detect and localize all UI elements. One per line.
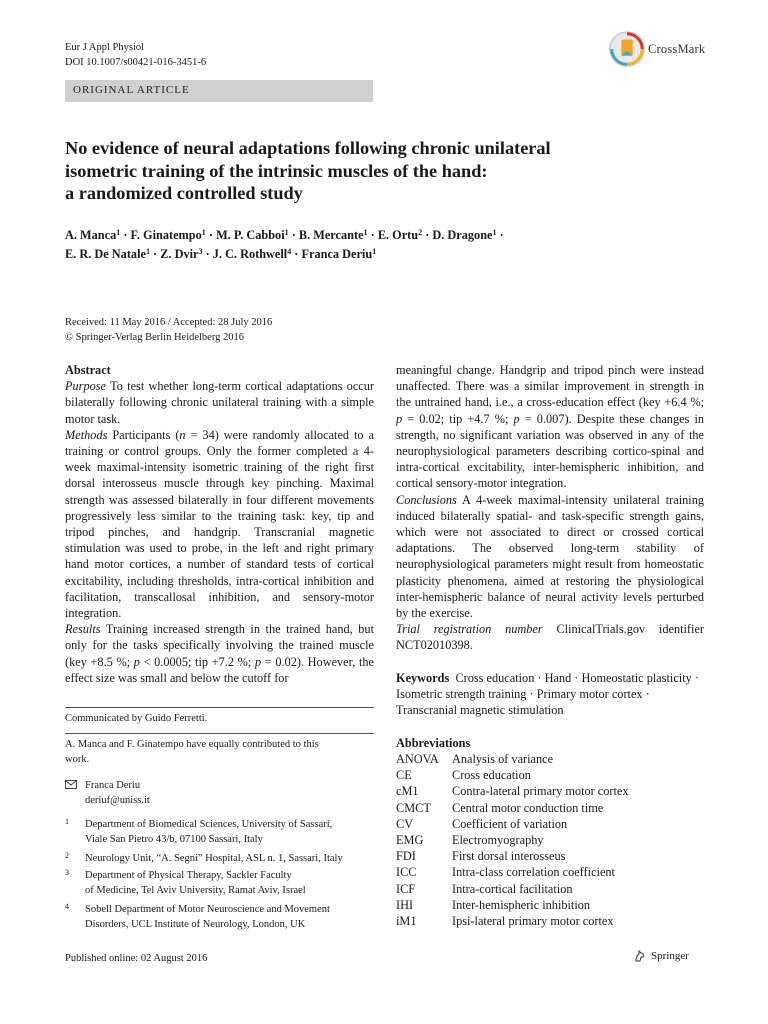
abbreviation-row [396,913,704,929]
abbreviation-key: CE [396,768,412,783]
keywords-text: Cross education · Hand · Homeostatic plasticity · Isometric strength training · Primary motor cortex · Transcranial magnetic stimulation [396,671,699,718]
affiliation-text: Disorders, UCL Institute of Neurology, London, UK [85,919,306,930]
author-list [65,226,705,264]
abbreviation-row [396,767,704,783]
results-p: p [396,411,403,426]
journal-name: Eur J Appl Physiol [65,42,145,53]
abbreviation-value: Cross education [452,768,531,783]
publisher-name: Springer [651,950,689,962]
journal-header [65,40,206,70]
affiliation-4 [65,902,365,932]
results-p: p [133,654,140,669]
abstract-results-continued [396,362,704,492]
affiliation-mark: 1 [116,228,121,237]
abbreviation-value: Inter-hemispheric inhibition [452,897,591,912]
author-name[interactable]: D. Dragone [432,228,493,242]
crossmark-badge[interactable] [608,30,705,68]
abbreviation-key: ANOVA [396,752,439,766]
results-text: = 0.02). However, the effect size was small and below the cutoff for [65,654,374,685]
author-line-1 [65,226,705,245]
abbreviation-value: First dorsal interosseus [452,849,566,864]
methods-text: Participants ( [112,427,180,442]
purpose-text: To test whether long-term cortical adaptations occur bilaterally following chronic unilateral training with a simple motor task. [65,379,374,426]
author-separator: · [294,247,299,261]
abbreviation-row [396,751,704,767]
results-p: p [513,411,520,426]
affiliation-text: of Medicine, Tel Aviv University, Ramat Aviv, Israel [85,885,306,896]
paper-title [65,137,705,205]
results-text: meaningful change. Handgrip and tripod pinch were instead unaffected. There was a similar improvement in strength in the untrained hand, i.e., a cross-education effect (key +6.4 %; [396,363,704,410]
abstract-left-column [65,362,374,686]
methods-text: = 34) were randomly allocated to a training or control groups. Only the former completed a 4-week maximal-intensity isometric training of the right first dorsal interosseus muscle through key pinching. Maximal strength was assessed bilaterally in four different movements progressively less similar to the training task: key, tip and tripod pinches, and handgrip. Transcranial magnetic stimulation was used to probe, in the left and right primary hand motor cortices, a number of standard tests of cortical excitability, including thresholds, intra-cortical inhibition and facilitation, transcallosal inhibition, and sensory-motor integration. [65,427,374,621]
title-line-1: No evidence of neural adaptations following chronic unilateral [65,138,551,158]
copyright: © Springer-Verlag Berlin Heidelberg 2016 [65,332,245,343]
abbreviation-row [396,816,704,832]
crossmark-icon [608,30,646,68]
results-text: = 0.007). Despite these changes in strength, no significant variation was observed in any of the neurophysiological parameters describing cortico-spinal and intra-cortical excitability, inter-hemispheric inhibition, and cortical sensory-motor integration. [396,411,705,491]
affiliation-1 [65,817,365,847]
envelope-icon [65,780,77,789]
footnote-divider [65,707,374,708]
results-p: p [254,654,262,669]
abbreviation-value: Electromyography [452,833,544,848]
author-separator: · [499,228,504,242]
author-separator: · [208,228,213,242]
affiliation-3 [65,868,365,898]
trial-text[interactable]: ClinicalTrials.gov identifier NCT02010398. [396,622,704,653]
springer-horse-icon [633,949,647,963]
abbreviation-key: CV [396,816,414,831]
title-line-2: isometric training of the intrinsic muscles of the hand: [65,160,488,181]
author-line-2 [65,245,705,264]
conclusions-label: Conclusions [396,492,457,507]
affiliation-number: 1 [65,817,69,826]
author-name[interactable]: E. R. De Natale [65,247,146,261]
abbreviations-block [396,735,704,929]
author-separator: · [291,228,296,242]
doi[interactable]: DOI 10.1007/s00421-016-3451-6 [65,57,207,68]
affiliation-number: 3 [65,868,69,877]
results-text: Training increased strength in the trained hand, but only for the tasks specifically involving the trained muscle (key +8.5 %; [65,622,374,669]
abstract-methods [65,427,374,621]
author-separator: · [425,228,430,242]
affiliation-mark: 1 [372,247,377,256]
author-name[interactable]: Z. Dvir [160,247,199,261]
affiliation-mark: 1 [201,228,206,237]
affiliation-text: Department of Biomedical Sciences, University of Sassari, [85,819,333,830]
keywords-block [396,670,704,719]
abbreviation-row [396,864,704,880]
abstract-purpose [65,378,374,427]
corresponding-author-name: Franca Deriu [85,780,141,791]
affiliation-text: Sobell Department of Motor Neuroscience and Movement [85,904,330,915]
author-separator: · [370,228,375,242]
affiliation-mark: 1 [284,228,289,237]
affiliation-mark: 4 [287,247,292,256]
abstract-results [65,621,374,686]
abbreviation-key: ICC [396,865,417,880]
author-name[interactable]: A. Manca [65,228,117,242]
abstract-heading: Abstract [65,363,111,377]
abbreviation-row [396,881,704,897]
affiliation-text: Neurology Unit, “A. Segni” Hospital, ASL n. 1, Sassari, Italy [85,853,343,864]
affiliation-2 [65,851,365,866]
abbreviation-key: ICF [396,881,416,896]
author-name[interactable]: Franca Deriu [301,247,373,261]
affiliation-mark: 2 [418,228,423,237]
author-name[interactable]: B. Mercante [298,228,364,242]
abbreviation-key: cM1 [396,784,419,799]
results-label: Results [65,622,101,637]
abbreviation-value: Central motor conduction time [452,800,604,815]
abbreviation-key: CMCT [396,800,431,815]
affiliation-mark: 1 [145,247,150,256]
purpose-label: Purpose [65,379,106,394]
abbreviation-value: Intra-cortical facilitation [452,881,573,896]
crossmark-label: CrossMark [648,41,706,56]
author-name[interactable]: J. C. Rothwell [212,247,288,261]
affiliation-number: 4 [65,902,69,911]
abbreviation-key: FDI [396,849,416,864]
footnote-divider [65,733,374,734]
affiliation-text: Viale San Pietro 43/b, 07100 Sassari, Italy [85,834,263,845]
received-accepted: Received: 11 May 2016 / Accepted: 28 July 2016 [65,317,273,328]
abbreviation-value: Intra-class correlation coefficient [452,865,615,880]
author-separator: · [205,247,210,261]
corresponding-author-email[interactable]: deriuf@uniss.it [85,795,150,806]
title-line-3: a randomized controlled study [65,183,303,203]
abstract-trial-registration [396,621,704,653]
affiliation-mark: 1 [363,228,368,237]
abbreviation-row [396,832,704,848]
keywords-label: Keywords [396,671,450,685]
abbreviation-value: Contra-lateral primary motor cortex [452,784,629,799]
correspondence-block [65,778,150,808]
conclusions-text: A 4-week maximal-intensity unilateral training induced bilaterally spatial- and task-specific strength gains, which were not associated to direct or crossed cortical adaptations. The observed long-term stability of neurophysiological parameters might result from homeostatic plasticity phenomena, aimed at restoring the physiological inter-hemispheric balance of neural activity levels perturbed by the exercise. [396,492,704,621]
author-name[interactable]: M. P. Cabboi [216,228,285,242]
dates-block [65,315,272,345]
affiliation-number: 2 [65,851,69,860]
affiliation-text: Department of Physical Therapy, Sackler Faculty [85,870,292,881]
abbreviation-value: Coefficient of variation [452,816,568,831]
abbreviation-value: Analysis of variance [452,752,554,766]
abstract-conclusions [396,492,704,622]
abbreviation-row [396,783,704,799]
abbreviation-row [396,800,704,816]
abbreviation-key: IHI [396,897,414,912]
abbreviation-row [396,848,704,864]
author-name[interactable]: F. Ginatempo [130,228,202,242]
author-name[interactable]: E. Ortu [377,228,419,242]
article-type-label: ORIGINAL ARTICLE [73,84,190,96]
publisher-logo [633,949,689,963]
abstract-right-column [396,362,704,654]
results-text: < 0.0005; tip +7.2 %; [139,654,255,669]
trial-label: Trial registration number [396,622,543,637]
article-type-banner [65,80,373,102]
abbreviations-heading: Abbreviations [396,736,471,750]
abbreviation-key: EMG [396,833,424,848]
abbreviation-value: Ipsi-lateral primary motor cortex [452,914,614,929]
methods-label: Methods [65,427,108,442]
abbreviation-row [396,897,704,913]
published-online: Published online: 02 August 2016 [65,953,208,964]
author-separator: · [153,247,158,261]
results-text: = 0.02; tip +4.7 %; [402,411,514,426]
author-separator: · [123,228,128,242]
equal-contribution-note: A. Manca and F. Ginatempo have equally contributed to this work. [65,739,319,765]
communicated-by: Communicated by Guido Ferretti. [65,713,208,724]
affiliation-mark: 3 [198,247,203,256]
affiliation-mark: 1 [492,228,497,237]
methods-n: n [179,427,186,442]
abbreviation-key: iM1 [396,914,417,929]
